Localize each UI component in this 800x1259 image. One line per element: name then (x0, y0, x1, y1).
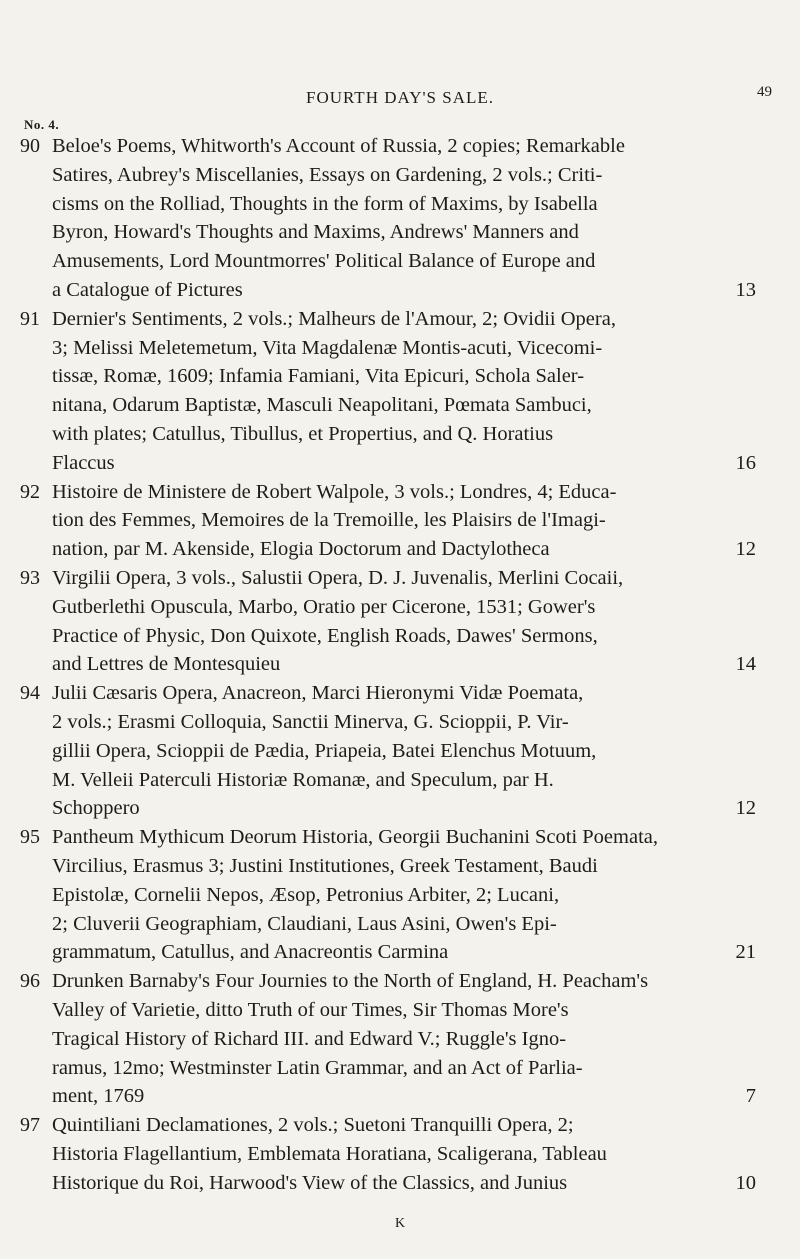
lot-description (52, 823, 760, 967)
lot-line-text: Schoppero (52, 797, 140, 820)
lot-line (52, 420, 760, 449)
lot-line-text: 2 vols.; Erasmi Colloquia, Sanctii Minerva, G. Scioppii, P. Vir- (52, 710, 569, 733)
lot-line (52, 564, 760, 593)
lot-line (52, 650, 760, 679)
sale-number-label: No. 4. (24, 117, 60, 132)
lot-description (52, 1111, 760, 1197)
lot-number: 97 (20, 1114, 40, 1137)
lot-line-text: gillii Opera, Scioppii de Pædia, Priapeia, Batei Elenchus Motuum, (52, 739, 597, 762)
lot-line-text: grammatum, Catullus, and Anacreontis Carmina (52, 941, 449, 964)
lot-line (52, 910, 760, 939)
lot-description (52, 478, 760, 564)
lot-line-text: Amusements, Lord Mountmorres' Political Balance of Europe and (52, 250, 596, 273)
lot-entry (0, 132, 800, 305)
lot-line (52, 535, 760, 564)
lot-number: 91 (20, 307, 40, 330)
lot-number: 90 (20, 135, 40, 157)
lot-list (0, 132, 800, 1197)
lot-line-text: 2; Cluverii Geographiam, Claudiani, Laus Asini, Owen's Epi- (52, 912, 557, 935)
lot-entry (0, 967, 800, 1111)
lot-line-text: Histoire de Ministere de Robert Walpole, 3 vols.; Londres, 4; Educa- (52, 480, 617, 503)
lot-entry (0, 823, 800, 967)
lot-line-text: nation, par M. Akenside, Elogia Doctorum and Dactylotheca (52, 538, 550, 561)
lot-entry (0, 305, 800, 478)
lot-line (52, 190, 760, 219)
lot-line-text: Epistolæ, Cornelii Nepos, Æsop, Petronius Arbiter, 2; Lucani, (52, 883, 560, 906)
running-head: FOURTH DAY'S SALE. (305, 88, 495, 107)
lot-line-text: Virgilii Opera, 3 vols., Salustii Opera, D. J. Juvenalis, Merlini Cocaii, (52, 566, 624, 589)
lot-description (52, 679, 760, 823)
lot-line (52, 794, 760, 823)
lot-line (52, 852, 760, 881)
lot-entry (0, 564, 800, 679)
lot-price: 13 (735, 278, 756, 301)
lot-line-text: Flaccus (52, 451, 115, 474)
lot-line-text: Satires, Aubrey's Miscellanies, Essays on Gardening, 2 vols.; Criti- (52, 163, 603, 186)
lot-line (52, 1140, 760, 1169)
lot-line (52, 391, 760, 420)
lot-line (52, 276, 760, 305)
lot-entry (0, 679, 800, 823)
lot-line-text: Gutberlethi Opuscula, Marbo, Oratio per Cicerone, 1531; Gower's (52, 595, 596, 618)
lot-line (52, 823, 760, 852)
lot-line-text: Vircilius, Erasmus 3; Justini Institutiones, Greek Testament, Baudi (52, 854, 598, 877)
lot-line-text: Dernier's Sentiments, 2 vols.; Malheurs de l'Amour, 2; Ovidii Opera, (52, 307, 616, 330)
lot-line (52, 247, 760, 276)
lot-line-text: tissæ, Romæ, 1609; Infamia Famiani, Vita Epicuri, Schola Saler- (52, 365, 585, 388)
signature-mark: K (394, 1216, 406, 1231)
lot-line (52, 1054, 760, 1083)
lot-line (52, 881, 760, 910)
lot-description (52, 305, 760, 478)
page-number: 49 (757, 84, 772, 100)
lot-description (52, 564, 760, 679)
lot-line (52, 593, 760, 622)
lot-line-text: Drunken Barnaby's Four Journies to the North of England, H. Peacham's (52, 970, 649, 993)
lot-line-text: Practice of Physic, Don Quixote, English Roads, Dawes' Sermons, (52, 624, 598, 647)
lot-number: 95 (20, 826, 40, 849)
lot-line (52, 478, 760, 507)
lot-line (52, 967, 760, 996)
lot-number: 94 (20, 682, 40, 705)
lot-price: 7 (745, 1085, 756, 1108)
lot-line (52, 737, 760, 766)
lot-line (52, 305, 760, 334)
lot-price: 21 (735, 941, 756, 964)
lot-line-text: Tragical History of Richard III. and Edward V.; Ruggle's Igno- (52, 1027, 567, 1050)
lot-line (52, 679, 760, 708)
lot-line (52, 334, 760, 363)
lot-price: 10 (735, 1171, 756, 1194)
lot-line-text: cisms on the Rolliad, Thoughts in the form of Maxims, by Isabella (52, 192, 598, 215)
lot-line (52, 938, 760, 967)
lot-line (52, 132, 760, 161)
lot-line (52, 708, 760, 737)
lot-line (52, 1082, 760, 1111)
lot-line (52, 1169, 760, 1198)
lot-line-text: with plates; Catullus, Tibullus, et Propertius, and Q. Horatius (52, 422, 554, 445)
lot-line (52, 622, 760, 651)
lot-line (52, 1025, 760, 1054)
lot-price: 14 (735, 653, 756, 676)
lot-description (52, 967, 760, 1111)
lot-number: 92 (20, 480, 40, 503)
lot-line (52, 996, 760, 1025)
lot-line-text: Valley of Varietie, ditto Truth of our Times, Sir Thomas More's (52, 998, 569, 1021)
lot-line (52, 161, 760, 190)
lot-line-text: Historique du Roi, Harwood's View of the Classics, and Junius (52, 1171, 568, 1194)
lot-line (52, 449, 760, 478)
lot-number: 96 (20, 970, 40, 993)
lot-price: 12 (735, 797, 756, 820)
lot-line (52, 362, 760, 391)
lot-line-text: a Catalogue of Pictures (52, 278, 243, 301)
lot-line (52, 506, 760, 535)
lot-line (52, 766, 760, 795)
lot-line-text: Byron, Howard's Thoughts and Maxims, Andrews' Manners and (52, 221, 579, 244)
lot-line-text: ramus, 12mo; Westminster Latin Grammar, and an Act of Parlia- (52, 1056, 583, 1079)
lot-line-text: ment, 1769 (52, 1085, 145, 1108)
lot-entry (0, 1111, 800, 1197)
lot-line-text: Julii Cæsaris Opera, Anacreon, Marci Hieronymi Vidæ Poemata, (52, 682, 584, 705)
lot-line-text: tion des Femmes, Memoires de la Tremoille, les Plaisirs de l'Imagi- (52, 509, 606, 532)
lot-line-text: 3; Melissi Meletemetum, Vita Magdalenæ Montis-acuti, Vicecomi- (52, 336, 603, 359)
lot-line-text: Beloe's Poems, Whitworth's Account of Russia, 2 copies; Remarkable (52, 135, 625, 157)
lot-line (52, 218, 760, 247)
lot-line-text: and Lettres de Montesquieu (52, 653, 281, 676)
lot-description (52, 132, 760, 305)
lot-price: 16 (735, 451, 756, 474)
lot-line (52, 1111, 760, 1140)
lot-line-text: Quintiliani Declamationes, 2 vols.; Suetoni Tranquilli Opera, 2; (52, 1114, 574, 1137)
lot-price: 12 (735, 538, 756, 561)
lot-number: 93 (20, 566, 40, 589)
lot-line-text: Pantheum Mythicum Deorum Historia, Georgii Buchanini Scoti Poemata, (52, 826, 658, 849)
lot-line-text: nitana, Odarum Baptistæ, Masculi Neapolitani, Pœmata Sambuci, (52, 394, 592, 417)
lot-line-text: M. Velleii Paterculi Historiæ Romanæ, and Speculum, par H. (52, 768, 554, 791)
lot-entry (0, 478, 800, 564)
lot-line-text: Historia Flagellantium, Emblemata Horatiana, Scaligerana, Tableau (52, 1142, 607, 1165)
